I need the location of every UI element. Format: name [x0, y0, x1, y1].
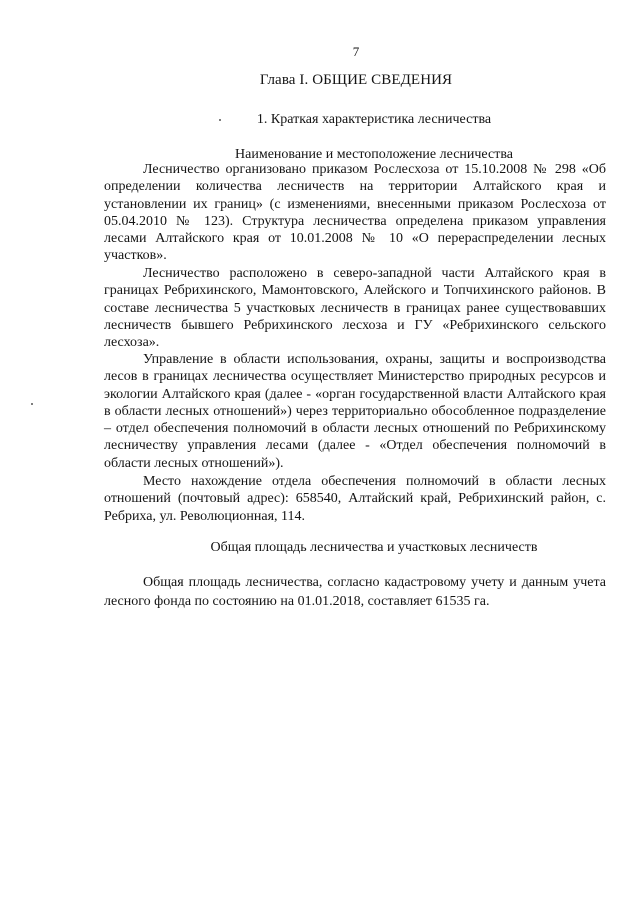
section-title: 1. Краткая характеристика лесничества — [256, 112, 492, 127]
chapter-title: Глава I. ОБЩИЕ СВЕДЕНИЯ — [259, 72, 453, 88]
paragraph-management: Управление в области использования, охраны, защиты и воспроизводства лесов в границах лесничества осуществляет Министерство природных ресурсов и экологии Алтайского края (далее - «орган государственной власти Алтайского края в области лесных отношений») через территориально обособленное подразделение – отдел обеспечения полномочий в области лесных отношений по Ребрихинскому лесничеству управления лесами (далее - «Отдел обеспечения полномочий в области лесных отношений»). — [104, 352, 606, 471]
paragraph-organization: Лесничество организовано приказом Рослесхоза от 15.10.2008 № 298 «Об определении количества лесничеств на территории Алтайского края и установлении их границ» (с изменениями, внесенными приказом Рослесхоза от 05.04.2010 № 123). Структура лесничества определена приказом управления лесами Алтайского края от 10.01.2008 № 10 «О перераспределении лесных участков». — [104, 162, 606, 264]
scan-speck — [219, 119, 221, 121]
page-number: 7 — [352, 44, 360, 59]
paragraph-location: Лесничество расположено в северо-западной части Алтайского края в границах Ребрихинского, Мамонтовского, Алейского и Топчихинского районов. В составе лесничества 5 участковых лесничеств в границах ранее существовавших лесничеств бывшего Ребрихинского лесхоза и ГУ «Ребрихинского сельского лесхоза». — [104, 266, 606, 351]
scan-speck — [31, 403, 33, 405]
subsection-title-area: Общая площадь лесничества и участковых лесничеств — [210, 540, 538, 555]
paragraph-area: Общая площадь лесничества, согласно кадастровому учету и данным учета лесного фонда по состоянию на 01.01.2018, составляет 61535 га. — [104, 575, 606, 609]
subsection-title-location: Наименование и местоположение лесничества — [235, 147, 513, 162]
paragraph-address: Место нахождение отдела обеспечения полномочий в области лесных отношений (почтовый адрес): 658540, Алтайский край, Ребрихинский район, с. Ребриха, ул. Революционная, 114. — [104, 474, 606, 524]
